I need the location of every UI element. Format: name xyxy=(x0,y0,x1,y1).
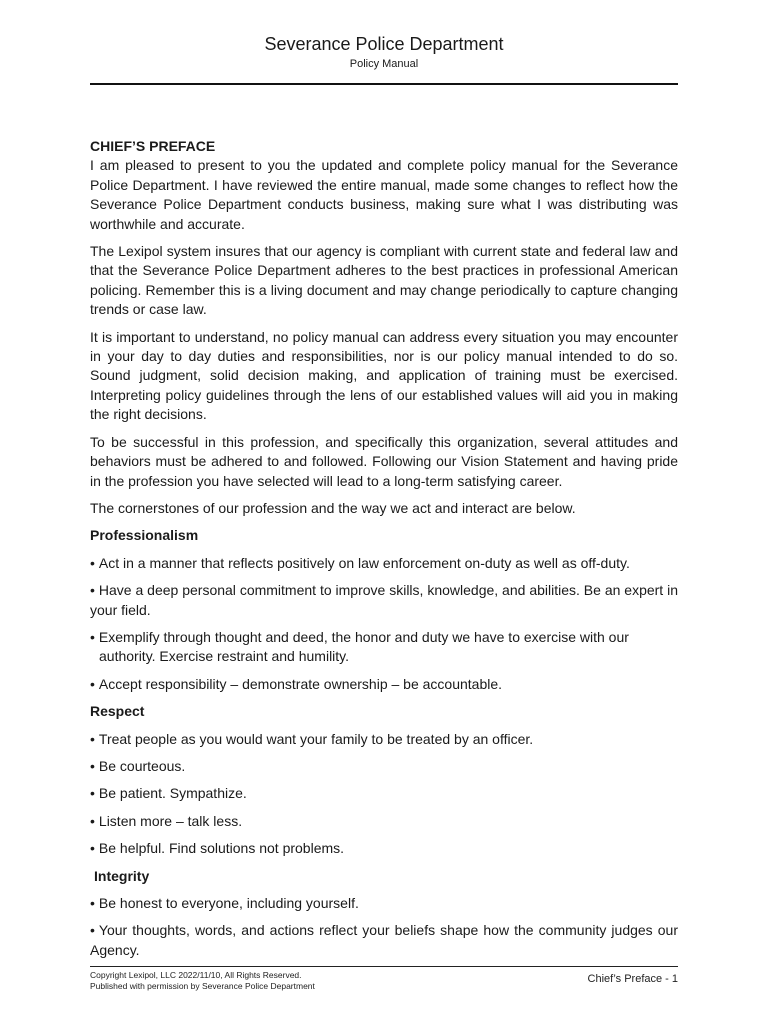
bullet-icon: • xyxy=(90,922,95,939)
footer-divider xyxy=(90,966,678,967)
bullet-icon: • xyxy=(90,757,95,774)
list-item: • Treat people as you would want your family to be treated by an officer. xyxy=(90,730,534,747)
bullet-icon: • xyxy=(90,895,95,911)
list-item: • Be honest to everyone, including yourself. xyxy=(90,895,359,911)
bullet-icon: • xyxy=(90,730,95,747)
page-header xyxy=(90,33,678,71)
integrity-heading: Integrity xyxy=(94,867,150,884)
bullet-icon: • xyxy=(90,812,95,829)
respect-heading: Respect xyxy=(90,703,145,720)
list-item: • Listen more – talk less. xyxy=(90,812,243,829)
bullet-icon: • xyxy=(90,582,95,599)
list-item: • Have a deep personal commitment to improve skills, knowledge, and abilities. Be an expert in your field. xyxy=(90,582,678,618)
bullet-icon: • xyxy=(90,554,95,571)
paragraph: I am pleased to present to you the updated and complete policy manual for the Severance Police Department. I have reviewed the entire manual, made some changes to reflect how the Severance Police Department conducts business, making sure what I was distributing was worthwhile and accurate. xyxy=(90,157,678,232)
paragraph: To be successful in this profession, and specifically this organization, several attitudes and behaviors must be adhered to and followed. Following our Vision Statement and having pride in the profession you have selected will lead to a long-term satisfying career. xyxy=(90,433,678,489)
document-subtitle: Policy Manual xyxy=(349,58,419,70)
bullet-icon: • xyxy=(90,785,95,802)
list-item: • Be helpful. Find solutions not problems. xyxy=(90,840,345,857)
copyright-text: Copyright Lexipol, LLC 2022/11/10, All Rights Reserved. xyxy=(90,970,302,980)
bullet-icon: • xyxy=(90,840,95,857)
list-item: • Your thoughts, words, and actions reflect your beliefs shape how the community judges our Agency. xyxy=(90,922,678,958)
list-item: • Be courteous. xyxy=(90,757,186,774)
list-item: • Accept responsibility – demonstrate ownership – be accountable. xyxy=(90,675,503,692)
list-item: • Be patient. Sympathize. xyxy=(90,785,247,802)
professionalism-heading: Professionalism xyxy=(90,527,199,544)
list-item: • Exemplify through thought and deed, the honor and duty we have to exercise with our authority. Exercise restraint and humility. xyxy=(90,628,629,665)
page-number: Chief’s Preface - 1 xyxy=(587,973,678,985)
bullet-icon: • xyxy=(90,675,95,692)
header-divider xyxy=(90,83,678,85)
paragraph: It is important to understand, no policy manual can address every situation you may encounter in your day to day duties and responsibilities, nor is our policy manual intended to do so. Sound judgment, solid decision making, and application of training must be exercised. Interpreting policy guidelines through the lens of our established values will aid you in making the right decisions. xyxy=(90,328,678,423)
list-item: • Act in a manner that reflects positively on law enforcement on-duty as well as off-duty. xyxy=(90,554,630,571)
page-body xyxy=(90,137,678,968)
paragraph: The Lexipol system insures that our agency is compliant with current state and federal law and that the Severance Police Department adheres to the best practices in professional American policing. Remember this is a living document and may change periodically to capture changing trends or case law. xyxy=(90,243,678,318)
paragraph: The cornerstones of our profession and the way we act and interact are below. xyxy=(90,499,576,516)
permission-text: Published with permission by Severance Police Department xyxy=(90,980,315,991)
bullet-icon: • xyxy=(90,628,95,645)
document-title: Severance Police Department xyxy=(264,34,504,54)
section-title: CHIEF’S PREFACE xyxy=(90,138,216,154)
footer-credits xyxy=(90,970,315,991)
